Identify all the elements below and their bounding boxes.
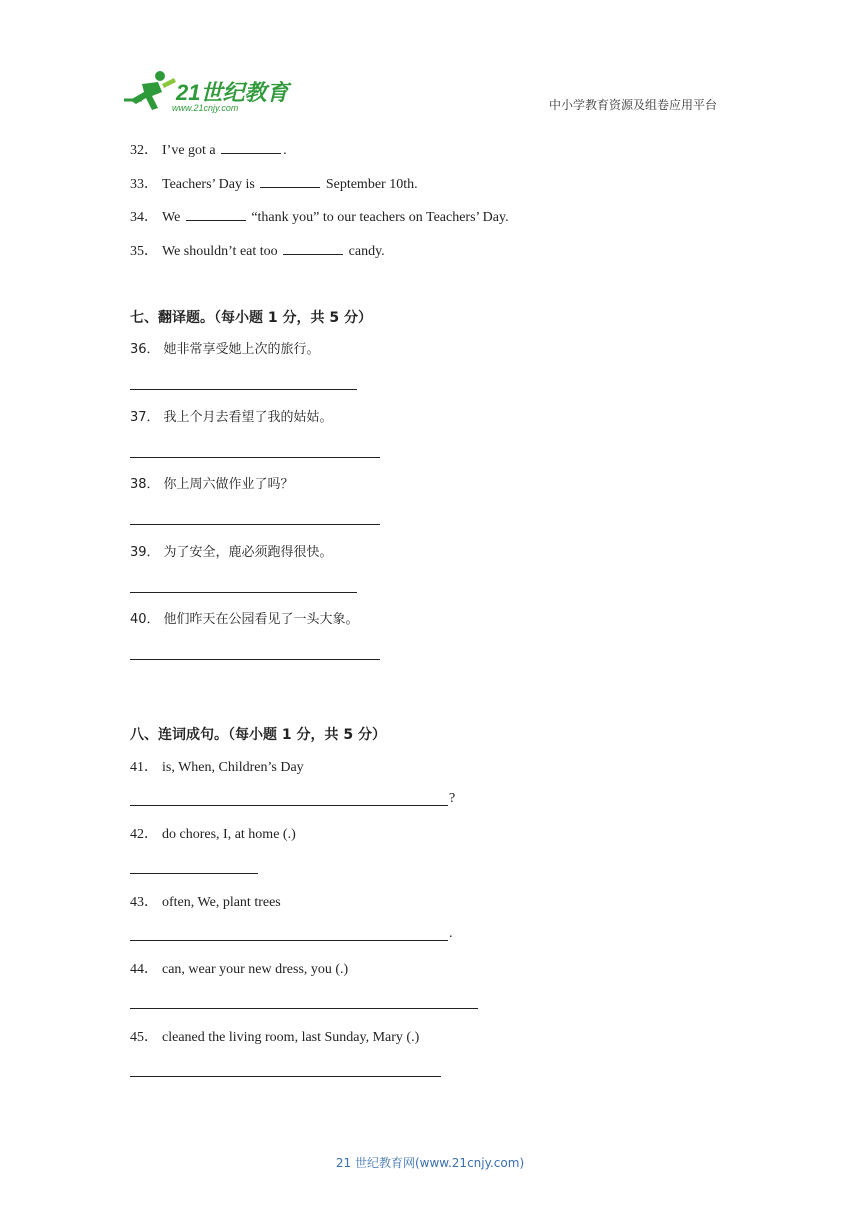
question-43 <box>130 894 281 912</box>
answer-line[interactable] <box>130 389 357 390</box>
question-text: Teachers’ Day is <box>162 177 255 192</box>
answer-line[interactable] <box>130 524 380 525</box>
question-text: cleaned the living room, last Sunday, Mary (.) <box>162 1030 420 1045</box>
question-number: 34． <box>130 210 158 225</box>
question-34 <box>130 206 509 227</box>
answer-blank[interactable] <box>186 206 246 221</box>
question-number: 36． <box>130 342 160 357</box>
question-number: 41． <box>130 760 158 775</box>
question-text: We shouldn’t eat too <box>162 244 278 259</box>
question-text: I’ve got a <box>162 143 216 158</box>
answer-line[interactable] <box>130 659 380 660</box>
answer-line[interactable] <box>130 805 448 806</box>
question-35 <box>130 240 385 261</box>
question-text: 你上周六做作业了吗？ <box>163 477 294 492</box>
sentence-end-mark: ? <box>449 791 456 806</box>
question-38 <box>130 476 294 494</box>
question-number: 39． <box>130 545 160 560</box>
question-41 <box>130 759 304 777</box>
question-32 <box>130 139 287 160</box>
logo-url: www.21cnjy.com <box>172 103 239 113</box>
section-8-title: 八、连词成句。（每小题 1 分，共 5 分） <box>130 727 386 743</box>
platform-label: 中小学教育资源及组卷应用平台 <box>549 98 718 112</box>
answer-line[interactable] <box>130 1008 478 1009</box>
logo-text: 21世纪教育 <box>176 80 289 105</box>
question-number: 35． <box>130 244 158 259</box>
answer-line[interactable] <box>130 940 448 941</box>
question-text: 为了安全，鹿必须跑得很快。 <box>163 545 333 560</box>
question-44 <box>130 961 348 979</box>
question-number: 43． <box>130 895 158 910</box>
question-45 <box>130 1029 419 1047</box>
answer-blank[interactable] <box>283 240 343 255</box>
answer-line[interactable] <box>130 592 357 593</box>
question-text: 她非常享受她上次的旅行。 <box>163 342 320 357</box>
section-7-title: 七、翻译题。（每小题 1 分，共 5 分） <box>130 310 372 326</box>
question-33 <box>130 173 418 194</box>
question-text: 我上个月去看望了我的姑姑。 <box>163 410 333 425</box>
logo <box>122 68 292 116</box>
sentence-end-mark: . <box>449 926 453 941</box>
question-text: We <box>162 210 181 225</box>
question-number: 45． <box>130 1030 158 1045</box>
question-text: 他们昨天在公园看见了一头大象。 <box>163 612 359 627</box>
answer-line[interactable] <box>130 457 380 458</box>
question-text: often, We, plant trees <box>162 895 281 910</box>
question-42 <box>130 826 296 844</box>
question-number: 44． <box>130 962 158 977</box>
question-number: 33． <box>130 177 158 192</box>
question-text: do chores, I, at home (.) <box>162 827 296 842</box>
question-40 <box>130 611 359 629</box>
footer-link[interactable]: 21 世纪教育网(www.21cnjy.com) <box>335 1156 525 1170</box>
question-number: 32． <box>130 143 158 158</box>
answer-line[interactable] <box>130 1076 441 1077</box>
question-text: can, wear your new dress, you (.) <box>162 962 349 977</box>
answer-line[interactable] <box>130 873 258 874</box>
question-text-after: candy. <box>348 244 385 259</box>
question-text: is, When, Children’s Day <box>162 760 304 775</box>
question-text-after: “thank you” to our teachers on Teachers’ Day. <box>251 210 509 225</box>
question-text-after: September 10th. <box>325 177 418 192</box>
answer-blank[interactable] <box>260 173 320 188</box>
question-39 <box>130 544 333 562</box>
answer-blank[interactable] <box>221 139 281 154</box>
runner-icon <box>122 70 178 114</box>
question-text-after: . <box>283 143 287 158</box>
question-36 <box>130 341 320 359</box>
question-number: 37． <box>130 410 160 425</box>
question-37 <box>130 409 333 427</box>
question-number: 38． <box>130 477 160 492</box>
question-number: 40． <box>130 612 160 627</box>
question-number: 42． <box>130 827 158 842</box>
